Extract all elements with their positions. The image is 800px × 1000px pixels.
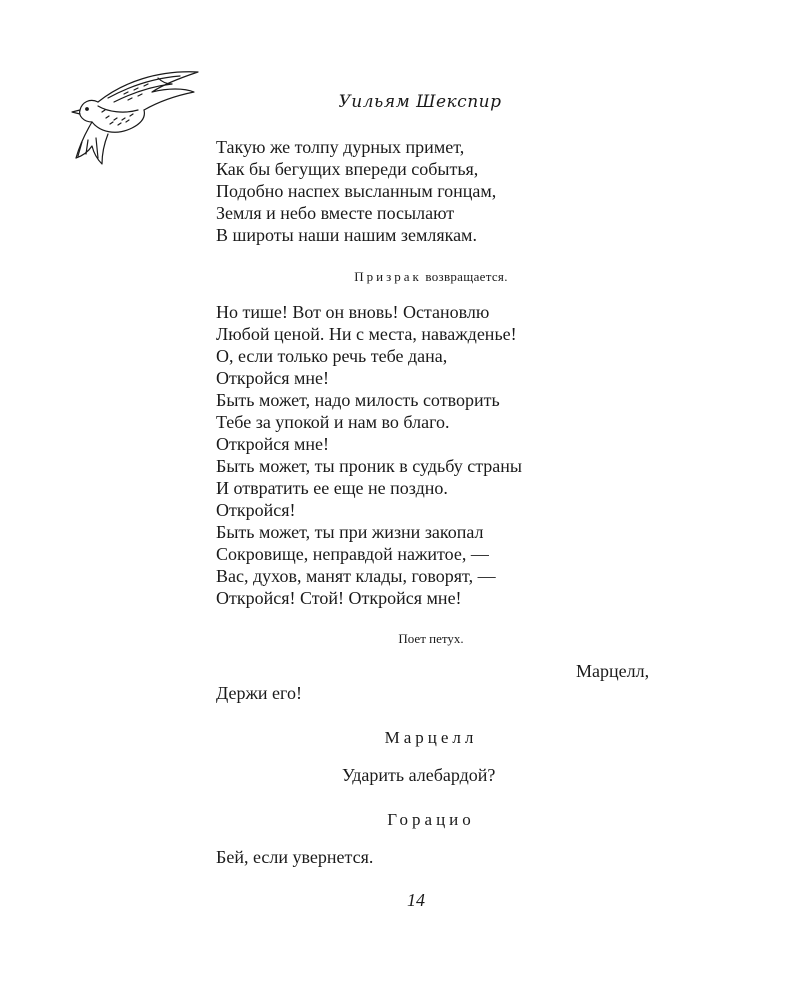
verse-line: Откройся мне!: [216, 368, 330, 388]
verse-line: Быть может, надо милость сотворить: [216, 390, 500, 410]
verse-line: Откройся! Стой! Откройся мне!: [216, 588, 462, 608]
verse-line: Земля и небо вместе посылают: [216, 203, 455, 223]
verse-line: Такую же толпу дурных примет,: [216, 137, 465, 157]
verse-line: Быть может, ты проник в судьбу страны: [216, 456, 522, 476]
verse-line-strike: Ударить алебардой?: [342, 765, 496, 785]
page-number: 14: [407, 890, 425, 910]
verse-line: Тебе за упокой и нам во благо.: [216, 412, 450, 432]
verse-line: Откройся мне!: [216, 434, 330, 454]
verse-line-hold-him: Держи его!: [216, 683, 302, 703]
bird-ornament-icon: [68, 62, 202, 166]
stage-direction-cock-crows: Поет петух.: [398, 631, 464, 646]
verse-line: Сокровище, неправдой нажитое, —: [216, 544, 489, 564]
verse-line: Откройся!: [216, 500, 296, 520]
verse-line: Как бы бегущих впереди событья,: [216, 159, 479, 179]
verse-stanza-1: [216, 136, 736, 246]
stage-direction-character: Призрак: [354, 269, 422, 284]
running-head: Уильям Шекспир: [338, 92, 502, 112]
verse-line: О, если только речь тебе дана,: [216, 346, 448, 366]
verse-line: Любой ценой. Ни с места, наважденье!: [216, 324, 517, 344]
address-marcellus: Марцелл,: [576, 661, 650, 681]
verse-line: Быть может, ты при жизни закопал: [216, 522, 484, 542]
speaker-name-marcellus: Марцелл: [384, 728, 478, 747]
speaker-name-horatio: Горацио: [387, 810, 475, 829]
verse-line: Но тише! Вот он вновь! Остановлю: [216, 302, 490, 322]
stage-direction-action: возвращается.: [421, 269, 508, 284]
verse-stanza-2: [216, 301, 736, 609]
stage-direction-ghost-returns: [216, 269, 646, 285]
verse-line-reply: Бей, если увернется.: [216, 847, 374, 867]
verse-line: В широты наши нашим землякам.: [216, 225, 477, 245]
verse-line: И отвратить ее еще не поздно.: [216, 478, 448, 498]
verse-line: Вас, духов, манят клады, говорят, —: [216, 566, 496, 586]
verse-line: Подобно наспех высланным гонцам,: [216, 181, 497, 201]
